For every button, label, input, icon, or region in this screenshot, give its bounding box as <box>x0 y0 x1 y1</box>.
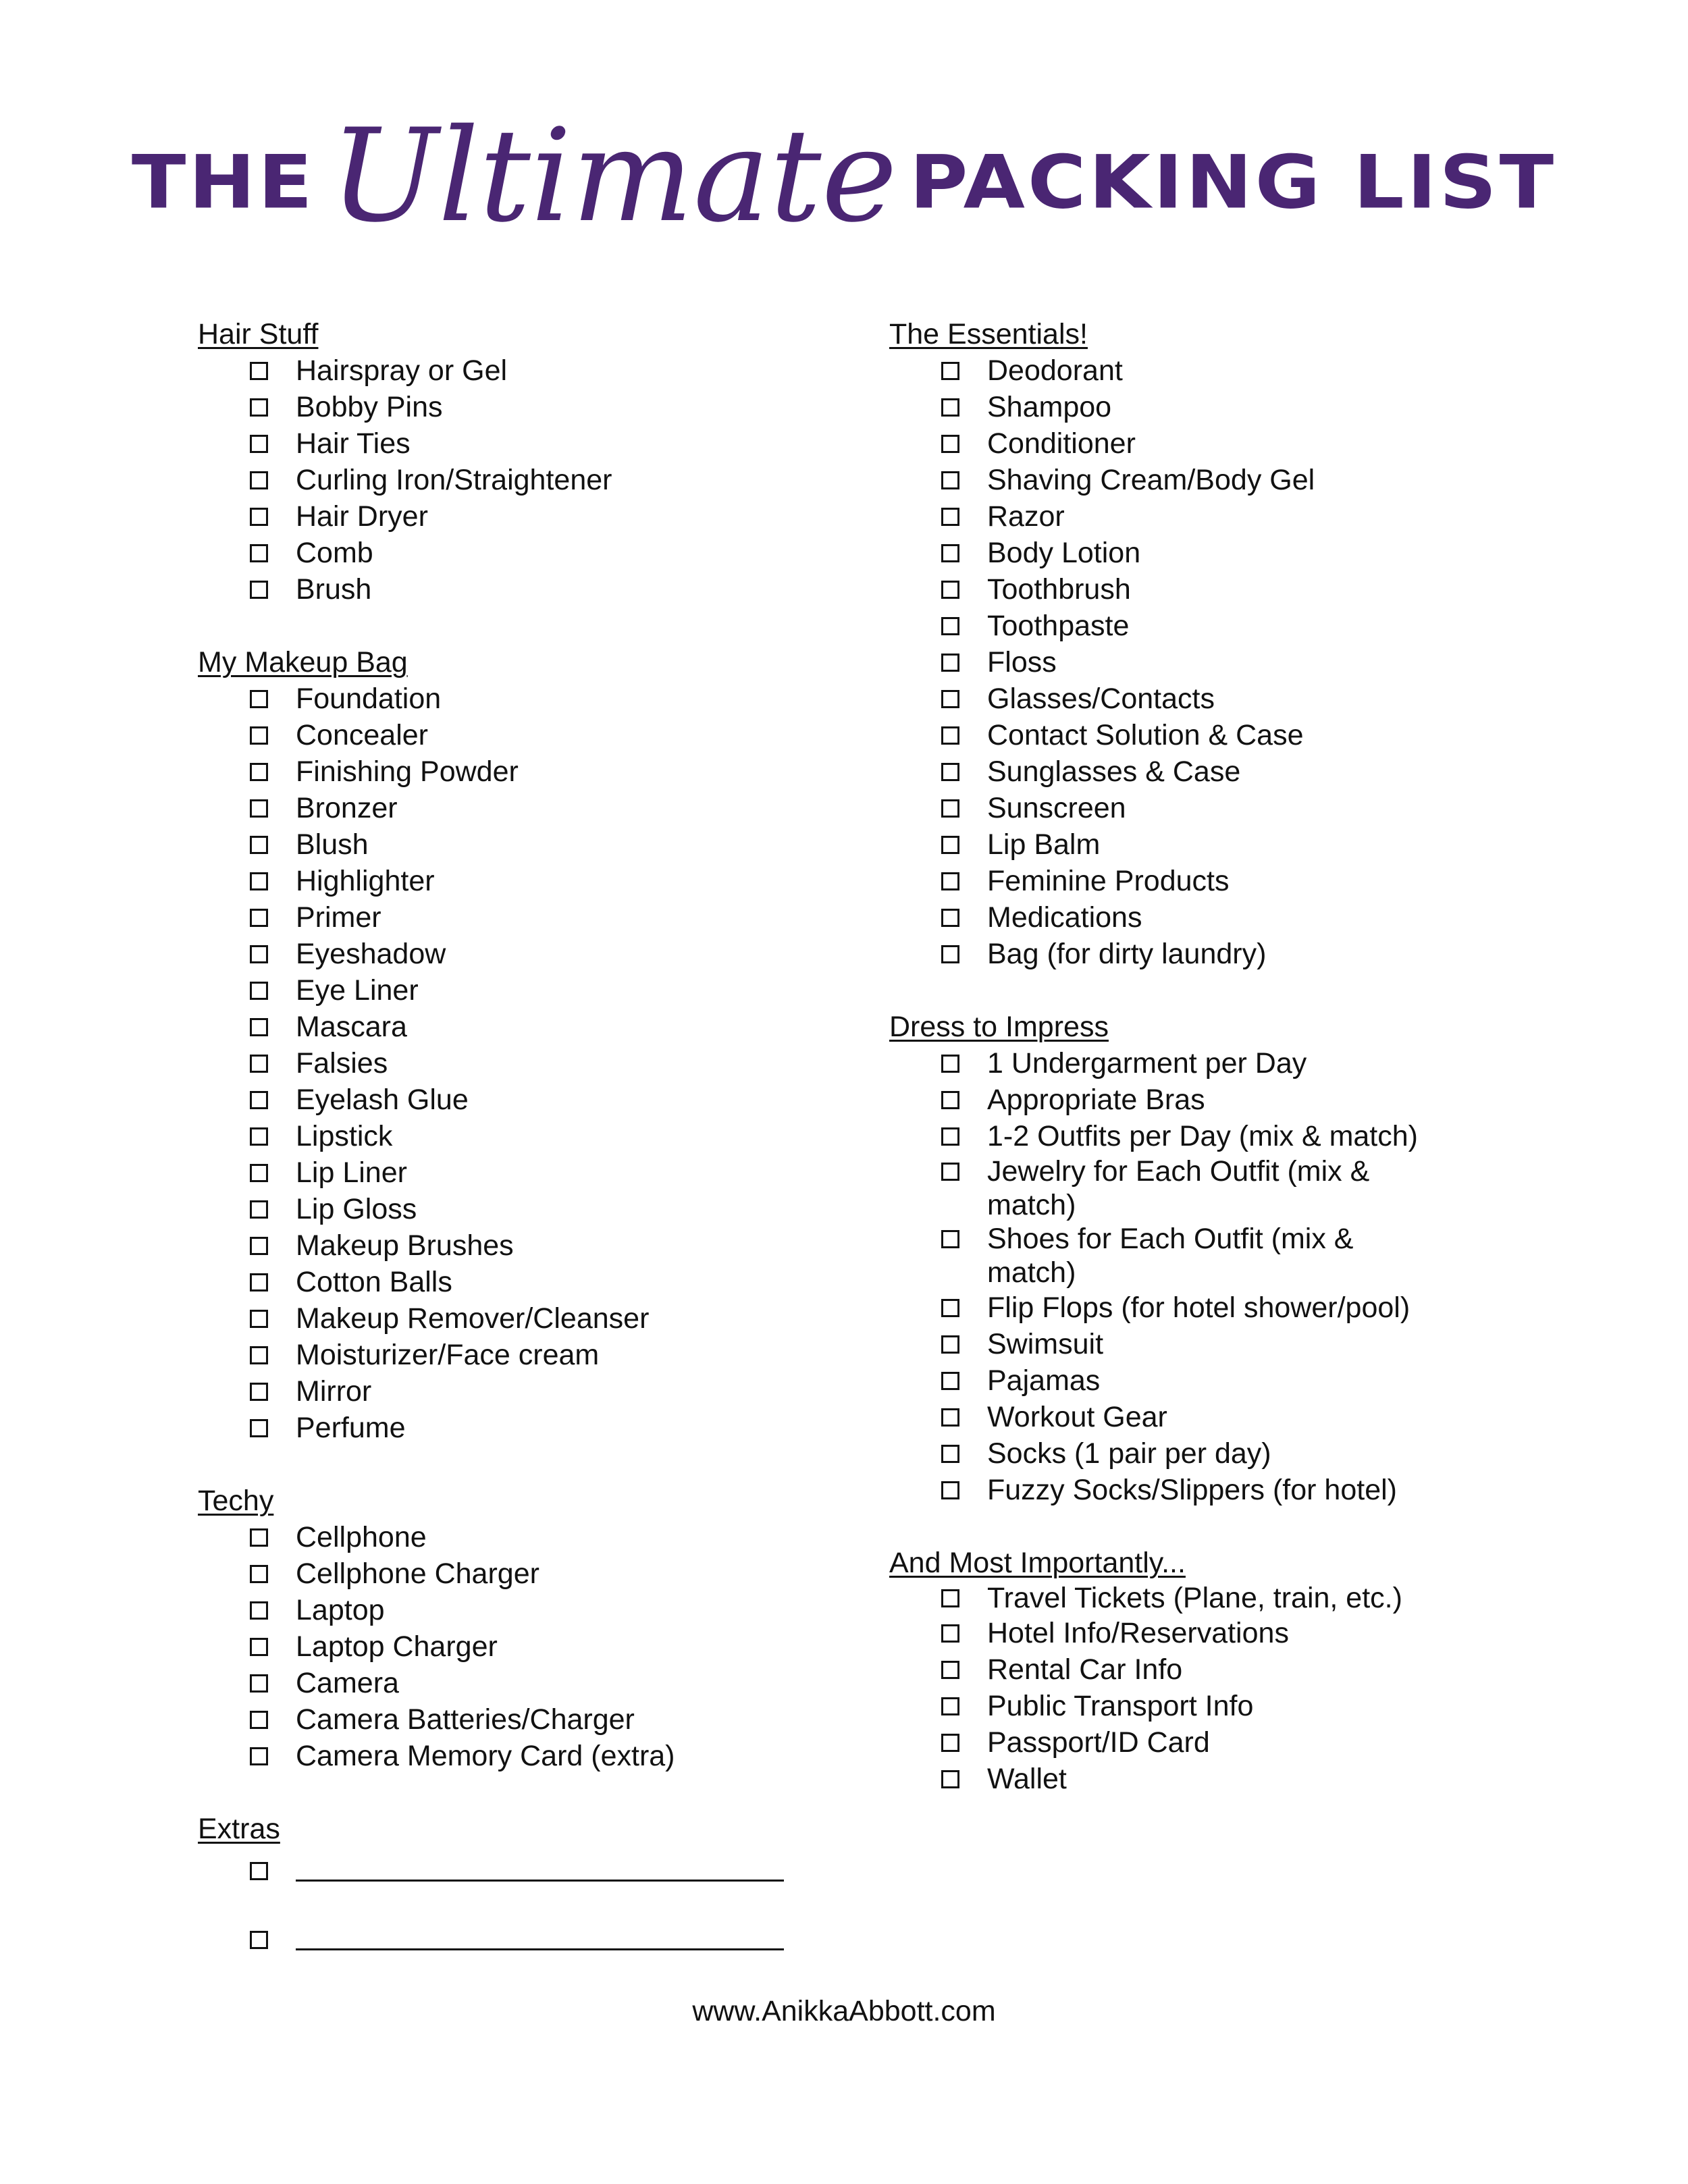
checklist-item-label: Pajamas <box>987 1364 1101 1397</box>
checklist-item-label: Razor <box>987 500 1065 533</box>
checklist-item-label: Eyelash Glue <box>296 1083 469 1116</box>
checklist-item[interactable] <box>889 1615 1551 1651</box>
checkbox[interactable] <box>250 1638 268 1656</box>
extra-item[interactable] <box>198 1847 860 1916</box>
checklist-item[interactable] <box>889 425 1551 462</box>
footer-website: www.AnikkaAbbott.com <box>692 1995 996 2027</box>
checklist-item[interactable] <box>198 899 860 936</box>
checklist-item[interactable] <box>889 498 1551 535</box>
checkbox[interactable] <box>250 945 268 963</box>
checkbox[interactable] <box>250 1674 268 1693</box>
checkbox[interactable] <box>941 1770 959 1788</box>
checklist-item-label: Hairspray or Gel <box>296 354 508 387</box>
checkbox[interactable] <box>941 435 959 453</box>
checkbox[interactable] <box>941 1335 959 1354</box>
checklist-item-label: Shampoo <box>987 390 1112 423</box>
checklist-item-label: Highlighter <box>296 864 435 897</box>
checklist-item-label: 1-2 Outfits per Day (mix & match) <box>987 1119 1418 1152</box>
checklist-item-label: Body Lotion <box>987 536 1141 569</box>
checkbox[interactable] <box>250 1383 268 1401</box>
checkbox[interactable] <box>941 654 959 672</box>
checklist-item-label: Falsies <box>296 1046 388 1080</box>
checkbox[interactable] <box>941 1445 959 1463</box>
checkbox[interactable] <box>250 1127 268 1146</box>
checkbox[interactable] <box>250 1419 268 1437</box>
checklist-item[interactable] <box>198 1555 860 1592</box>
checklist-item-label: Workout Gear <box>987 1400 1167 1433</box>
checklist-item-label: Fuzzy Socks/Slippers (for hotel) <box>987 1473 1397 1506</box>
checklist-item-label: Rental Car Info <box>987 1653 1183 1686</box>
checkbox[interactable] <box>941 1299 959 1317</box>
checklist-item-label: Cellphone Charger <box>296 1557 539 1590</box>
checklist-item[interactable] <box>198 1410 860 1446</box>
checklist-item-label: Appropriate Bras <box>987 1083 1205 1116</box>
checklist-item[interactable] <box>889 608 1551 644</box>
checklist-item-label: Comb <box>296 536 373 569</box>
page-title <box>0 101 1688 250</box>
section-heading: My Makeup Bag <box>198 646 408 678</box>
checklist-item[interactable] <box>889 790 1551 826</box>
checkbox[interactable] <box>250 1091 268 1109</box>
checkbox[interactable] <box>250 690 268 708</box>
checklist-item-label: Shoes for Each Outfit (mix & match) <box>987 1223 1354 1289</box>
checklist-item[interactable] <box>889 1472 1551 1508</box>
checklist-item[interactable] <box>198 389 860 425</box>
checklist-item-label: Deodorant <box>987 354 1123 387</box>
checklist-item-label: Shaving Cream/Body Gel <box>987 463 1315 496</box>
checklist-item-label: Swimsuit <box>987 1327 1104 1360</box>
checklist-item-label: Flip Flops (for hotel shower/pool) <box>987 1291 1410 1324</box>
checklist-item-label: Public Transport Info <box>987 1689 1254 1722</box>
checklist-item[interactable] <box>889 1326 1551 1362</box>
checkbox[interactable] <box>250 1528 268 1547</box>
checkbox[interactable] <box>941 690 959 708</box>
checkbox[interactable] <box>941 726 959 745</box>
checklist-item[interactable] <box>889 1399 1551 1435</box>
checkbox[interactable] <box>941 508 959 526</box>
checkbox[interactable] <box>941 1230 959 1248</box>
section-techy <box>198 1483 860 1774</box>
checkbox[interactable] <box>941 1408 959 1427</box>
checkbox[interactable] <box>250 1237 268 1255</box>
checkbox[interactable] <box>250 544 268 562</box>
checkbox[interactable] <box>250 1273 268 1291</box>
checklist-item[interactable] <box>198 352 860 389</box>
checklist-item[interactable] <box>198 498 860 535</box>
checkbox[interactable] <box>941 872 959 890</box>
checklist-item[interactable] <box>889 1118 1551 1154</box>
checkbox[interactable] <box>250 836 268 854</box>
checkbox[interactable] <box>250 1711 268 1729</box>
checklist-item[interactable] <box>889 1435 1551 1472</box>
checklist-item[interactable] <box>889 826 1551 863</box>
checkbox[interactable] <box>941 1163 959 1181</box>
checklist-item[interactable] <box>198 1264 860 1300</box>
checklist-item-label: Travel Tickets (Plane, train, etc.) <box>987 1582 1402 1614</box>
checklist-item[interactable] <box>198 1227 860 1264</box>
section-heading: Dress to Impress <box>889 1011 1109 1043</box>
extra-item[interactable] <box>198 1916 860 1985</box>
checkbox[interactable] <box>250 581 268 599</box>
section-extras <box>198 1811 860 1985</box>
checklist-item-label: Finishing Powder <box>296 755 519 788</box>
section-dress-to-impress <box>889 1009 1551 1508</box>
checkbox[interactable] <box>941 945 959 963</box>
checklist-item[interactable] <box>198 717 860 753</box>
checklist-item[interactable] <box>889 717 1551 753</box>
checkbox[interactable] <box>941 836 959 854</box>
checkbox[interactable] <box>941 1624 959 1643</box>
checklist-item-label: Cotton Balls <box>296 1265 452 1298</box>
checklist-item-label: Socks (1 pair per day) <box>987 1437 1271 1470</box>
checklist-item-label: Mirror <box>296 1375 372 1408</box>
section-heading: Extras <box>198 1813 280 1845</box>
checklist-item-label: Jewelry for Each Outfit (mix & match) <box>987 1155 1370 1221</box>
checkbox[interactable] <box>250 1164 268 1182</box>
blank-write-in-line[interactable] <box>296 1847 784 1882</box>
checklist-item[interactable] <box>198 1665 860 1701</box>
checklist-item-label: Foundation <box>296 682 442 715</box>
checklist-item[interactable] <box>198 972 860 1009</box>
checkbox[interactable] <box>250 435 268 453</box>
checklist-item-label: Lip Balm <box>987 828 1101 861</box>
checklist-item[interactable] <box>889 936 1551 972</box>
checklist-item[interactable] <box>198 681 860 717</box>
checklist-item[interactable] <box>198 1118 860 1154</box>
checklist-item-label: Glasses/Contacts <box>987 682 1215 715</box>
checkbox[interactable] <box>250 1862 268 1880</box>
checklist-item-label: Hair Dryer <box>296 500 428 533</box>
section-the-essentials <box>889 316 1551 972</box>
checklist-item[interactable] <box>889 1362 1551 1399</box>
checkbox[interactable] <box>941 1697 959 1715</box>
checkbox[interactable] <box>941 763 959 781</box>
checklist-item[interactable] <box>889 1045 1551 1082</box>
checkbox[interactable] <box>250 1200 268 1219</box>
checklist-item-label: Curling Iron/Straightener <box>296 463 612 496</box>
checklist-item-label: Brush <box>296 572 372 606</box>
checklist-item-label: Mascara <box>296 1010 407 1043</box>
checklist-item[interactable] <box>889 1154 1551 1222</box>
checklist-item-label: Lip Liner <box>296 1156 407 1189</box>
checklist-item-label: Passport/ID Card <box>987 1726 1210 1759</box>
checklist-item-label: Toothbrush <box>987 572 1131 606</box>
checklist-item[interactable] <box>889 1289 1551 1326</box>
right-column <box>889 316 1551 1834</box>
checklist-item[interactable] <box>198 826 860 863</box>
checklist-item[interactable] <box>889 389 1551 425</box>
checklist-item[interactable] <box>198 1154 860 1191</box>
checkbox[interactable] <box>250 1931 268 1949</box>
checkbox[interactable] <box>250 799 268 818</box>
checkbox[interactable] <box>250 471 268 489</box>
section-heading: And Most Importantly... <box>889 1547 1186 1579</box>
checkbox[interactable] <box>250 1055 268 1073</box>
checklist-item-label: Eyeshadow <box>296 937 446 970</box>
checklist-item[interactable] <box>889 571 1551 608</box>
title-script-word: Ultimate <box>329 101 897 250</box>
checklist-item[interactable] <box>198 425 860 462</box>
checkbox[interactable] <box>941 1589 959 1607</box>
checkbox[interactable] <box>941 581 959 599</box>
checkbox[interactable] <box>941 1481 959 1499</box>
checklist-item-label: Laptop <box>296 1593 385 1626</box>
checklist-item[interactable] <box>889 644 1551 681</box>
checkbox[interactable] <box>941 617 959 635</box>
checklist-item-label: Lipstick <box>296 1119 393 1152</box>
checklist-item-label: Makeup Remover/Cleanser <box>296 1302 650 1335</box>
checklist-item[interactable] <box>198 571 860 608</box>
checklist-item[interactable] <box>198 1082 860 1118</box>
checkbox[interactable] <box>250 362 268 380</box>
checklist-item-label: Bag (for dirty laundry) <box>987 937 1267 970</box>
checklist-item[interactable] <box>889 1724 1551 1761</box>
checklist-item[interactable] <box>889 462 1551 498</box>
checkbox[interactable] <box>941 398 959 417</box>
checklist-item-label: Blush <box>296 828 369 861</box>
checklist-item[interactable] <box>198 1373 860 1410</box>
checklist-item[interactable] <box>198 1628 860 1665</box>
checkbox[interactable] <box>941 544 959 562</box>
checklist-item[interactable] <box>198 535 860 571</box>
checklist-item[interactable] <box>889 535 1551 571</box>
checklist-item[interactable] <box>889 1222 1551 1289</box>
checklist-item[interactable] <box>198 462 860 498</box>
checklist-item[interactable] <box>889 1581 1551 1615</box>
section-heading: Hair Stuff <box>198 318 319 350</box>
checklist-item[interactable] <box>198 1592 860 1628</box>
checkbox[interactable] <box>250 763 268 781</box>
section-and-most-importantly <box>889 1545 1551 1797</box>
title-part-2: PACKING LIST <box>909 139 1557 225</box>
checklist-item-label: Toothpaste <box>987 609 1130 642</box>
checklist-item[interactable] <box>889 1761 1551 1797</box>
checklist-item[interactable] <box>198 1009 860 1045</box>
checklist-item-label: Sunscreen <box>987 791 1126 824</box>
checklist-item-label: Primer <box>296 901 381 934</box>
checklist-item[interactable] <box>198 790 860 826</box>
checklist-item-label: 1 Undergarment per Day <box>987 1046 1307 1080</box>
checkbox[interactable] <box>250 1018 268 1036</box>
checklist-item-label: Sunglasses & Case <box>987 755 1241 788</box>
checklist-item[interactable] <box>198 1701 860 1738</box>
left-column <box>198 316 860 2021</box>
checklist-item[interactable] <box>198 1738 860 1774</box>
checkbox[interactable] <box>250 1747 268 1765</box>
checklist-item-label: Cellphone <box>296 1520 427 1553</box>
checklist-item[interactable] <box>889 681 1551 717</box>
checklist-item-label: Camera Memory Card (extra) <box>296 1739 675 1772</box>
checkbox[interactable] <box>250 872 268 890</box>
checklist-item-label: Contact Solution & Case <box>987 718 1304 751</box>
checklist-item-label: Camera Batteries/Charger <box>296 1703 635 1736</box>
checklist-item-label: Perfume <box>296 1411 406 1444</box>
checkbox[interactable] <box>941 799 959 818</box>
checkbox[interactable] <box>250 398 268 417</box>
checkbox[interactable] <box>250 1601 268 1620</box>
checklist-item[interactable] <box>889 753 1551 790</box>
checkbox[interactable] <box>941 1734 959 1752</box>
checklist-item-label: Feminine Products <box>987 864 1230 897</box>
checklist-item[interactable] <box>889 1651 1551 1688</box>
section-my-makeup-bag <box>198 644 860 1446</box>
checklist-item[interactable] <box>198 1300 860 1337</box>
checkbox[interactable] <box>941 1055 959 1073</box>
blank-write-in-line[interactable] <box>296 1916 784 1950</box>
section-hair-stuff <box>198 316 860 608</box>
checklist-item[interactable] <box>889 352 1551 389</box>
checklist-item-label: Concealer <box>296 718 428 751</box>
checklist-item[interactable] <box>889 863 1551 899</box>
checklist-item[interactable] <box>198 1045 860 1082</box>
checkbox[interactable] <box>250 1310 268 1328</box>
checklist-item[interactable] <box>198 753 860 790</box>
checkbox[interactable] <box>941 471 959 489</box>
checkbox[interactable] <box>250 1346 268 1364</box>
checklist-item-label: Wallet <box>987 1762 1067 1795</box>
checklist-item-label: Hotel Info/Reservations <box>987 1616 1289 1649</box>
checkbox[interactable] <box>250 508 268 526</box>
checkbox[interactable] <box>250 726 268 745</box>
checkbox[interactable] <box>250 982 268 1000</box>
checkbox[interactable] <box>941 1127 959 1146</box>
checklist-item-label: Floss <box>987 645 1057 678</box>
checkbox[interactable] <box>941 362 959 380</box>
checkbox[interactable] <box>941 1372 959 1390</box>
checklist-item-label: Makeup Brushes <box>296 1229 514 1262</box>
checklist-item-label: Bobby Pins <box>296 390 443 423</box>
checklist-item[interactable] <box>198 936 860 972</box>
section-heading: The Essentials! <box>889 318 1088 350</box>
checklist-item-label: Bronzer <box>296 791 398 824</box>
checklist-item-label: Medications <box>987 901 1142 934</box>
checklist-item-label: Conditioner <box>987 427 1136 460</box>
checklist-item[interactable] <box>198 1191 860 1227</box>
checklist-item[interactable] <box>889 899 1551 936</box>
checkbox[interactable] <box>941 1661 959 1679</box>
checklist-item-label: Laptop Charger <box>296 1630 498 1663</box>
checklist-item-label: Hair Ties <box>296 427 411 460</box>
checklist-item[interactable] <box>198 1337 860 1373</box>
checklist-item-label: Lip Gloss <box>296 1192 417 1225</box>
checkbox[interactable] <box>250 909 268 927</box>
checkbox[interactable] <box>250 1565 268 1583</box>
checklist-item-label: Eye Liner <box>296 974 419 1007</box>
checklist-item[interactable] <box>198 863 860 899</box>
checklist-item-label: Moisturizer/Face cream <box>296 1338 600 1371</box>
checklist-item[interactable] <box>889 1082 1551 1118</box>
checkbox[interactable] <box>941 909 959 927</box>
checklist-item[interactable] <box>889 1688 1551 1724</box>
title-part-1: THE <box>131 139 315 225</box>
section-heading: Techy <box>198 1485 274 1517</box>
checklist-item[interactable] <box>198 1519 860 1555</box>
checklist-item-label: Camera <box>296 1666 399 1699</box>
checkbox[interactable] <box>941 1091 959 1109</box>
